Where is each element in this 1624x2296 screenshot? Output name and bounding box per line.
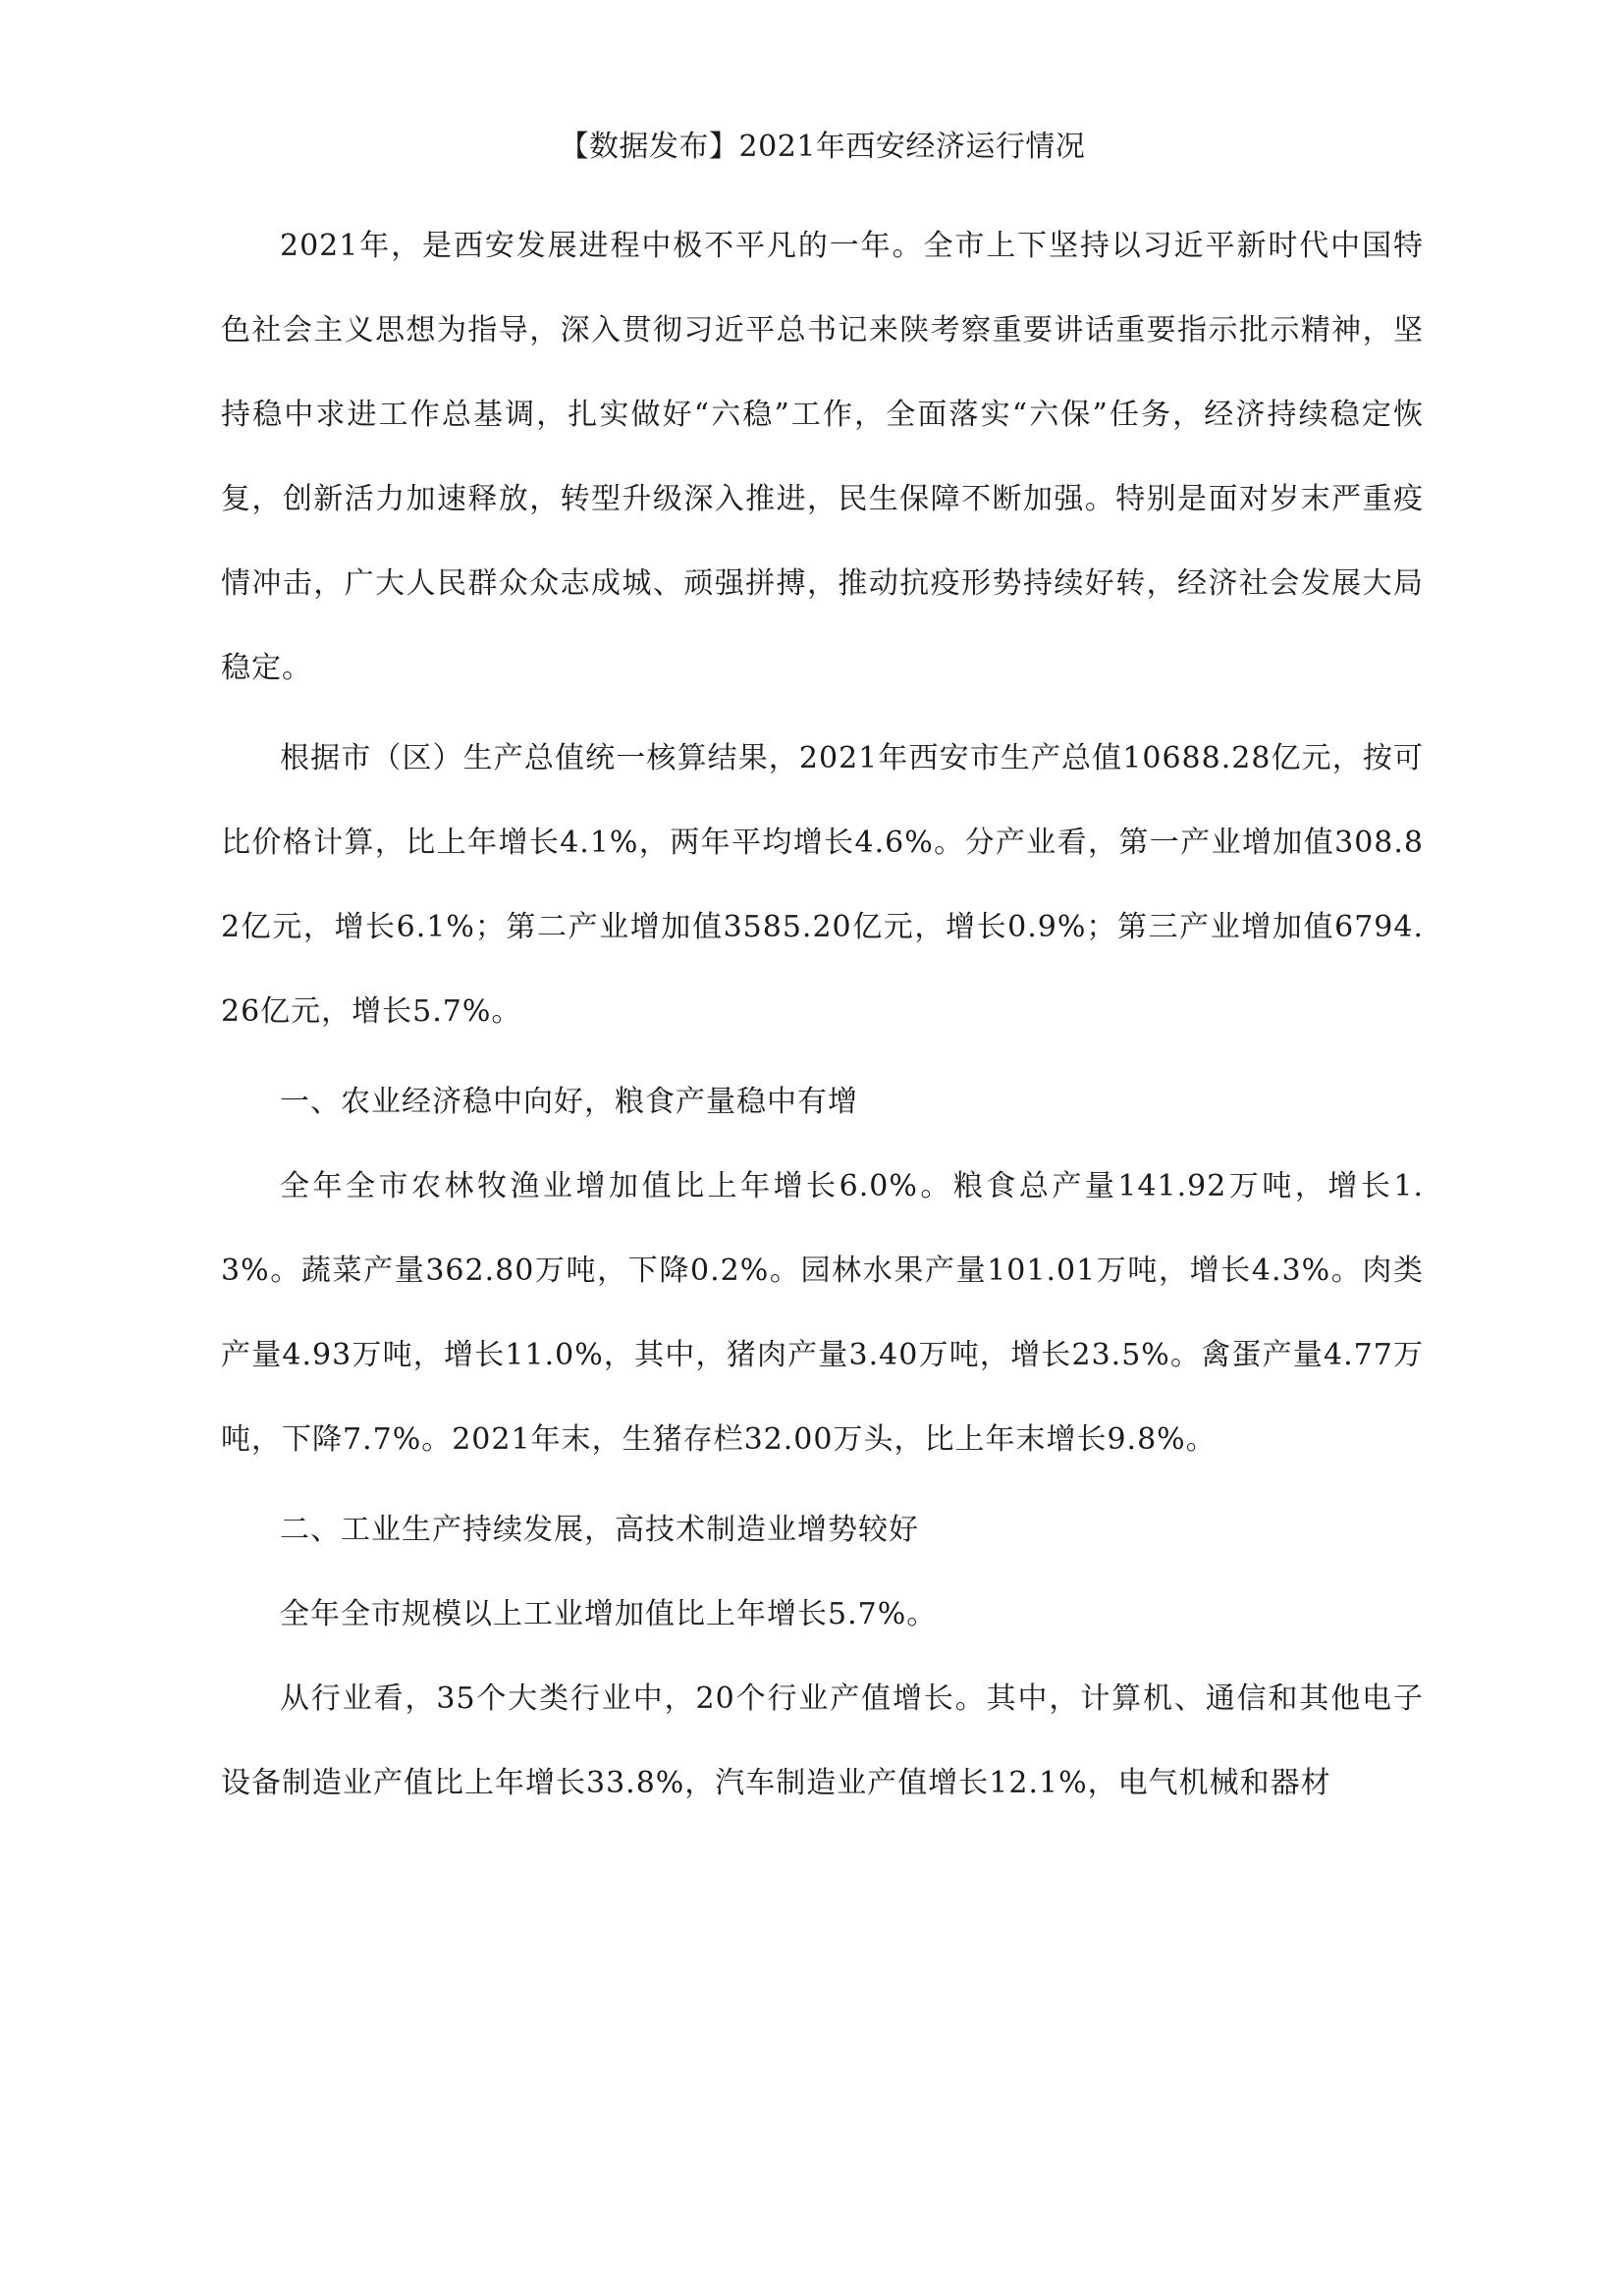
intro-paragraph: 2021年，是西安发展进程中极不平凡的一年。全市上下坚持以习近平新时代中国特色社会主义思想为指导，深入贯彻习近平总书记来陕考察重要讲话重要指示批示精神，坚持稳中求进工作总基调，扎实做好“六稳”工作，全面落实“六保”任务，经济持续稳定恢复，创新活力加速释放，转型升级深入推进，民生保障不断加强。特别是面对岁末严重疫情冲击，广大人民群众众志成城、顽强拼搏，推动抗疫形势持续好转，经济社会发展大局稳定。	[221, 229, 1424, 685]
section-heading-agriculture: 一、农业经济稳中向好，粮食产量稳中有增	[280, 1085, 858, 1119]
document-title: 【数据发布】2021年西安经济运行情况	[559, 130, 1086, 164]
document-body	[221, 126, 1424, 1826]
gdp-paragraph: 根据市（区）生产总值统一核算结果，2021年西安市生产总值10688.28亿元，按可比价格计算，比上年增长4.1%，两年平均增长4.6%。分产业看，第一产业增加值308.82亿元，增长6.1%；第二产业增加值3585.20亿元，增长0.9%；第三产业增加值6794.26亿元，增长5.7%。	[221, 741, 1424, 1029]
agriculture-paragraph: 全年全市农林牧渔业增加值比上年增长6.0%。粮食总产量141.92万吨，增长1.3%。蔬菜产量362.80万吨，下降0.2%。园林水果产量101.01万吨，增长4.3%。肉类产量4.93万吨，增长11.0%，其中，猪肉产量3.40万吨，增长23.5%。禽蛋产量4.77万吨，下降7.7%。2021年末，生猪存栏32.00万头，比上年末增长9.8%。	[221, 1169, 1424, 1457]
section-heading-industry: 二、工业生产持续发展，高技术制造业增势较好	[280, 1513, 919, 1547]
industry-detail-paragraph: 从行业看，35个大类行业中，20个行业产值增长。其中，计算机、通信和其他电子设备制造业产值比上年增长33.8%，汽车制造业产值增长12.1%，电气机械和器材	[221, 1682, 1424, 1800]
industry-summary-paragraph: 全年全市规模以上工业增加值比上年增长5.7%。	[280, 1597, 938, 1631]
